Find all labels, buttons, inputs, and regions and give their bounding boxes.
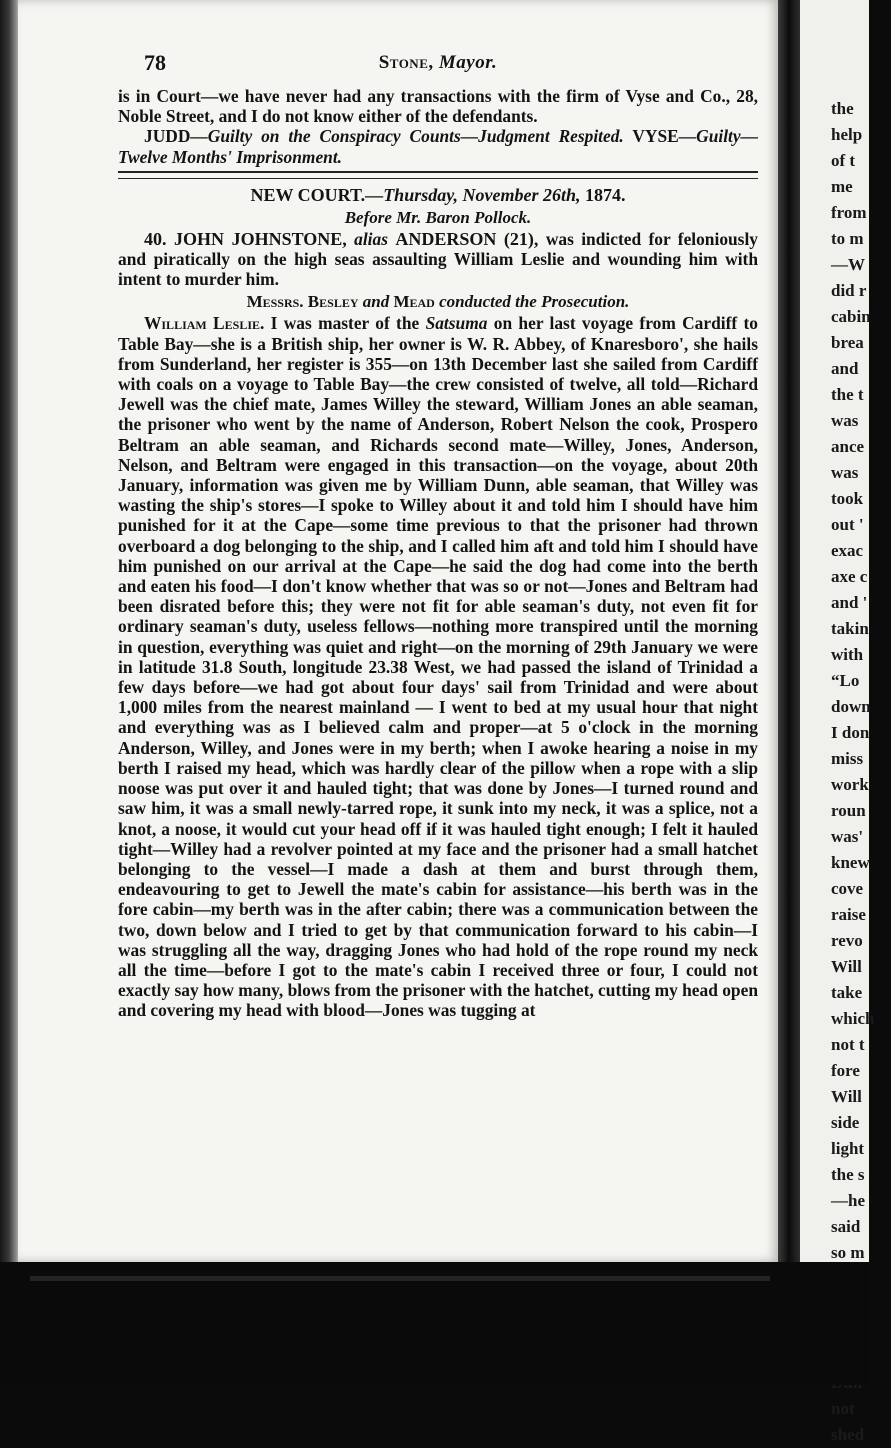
facing-page-fragment: roun	[831, 801, 866, 820]
facing-page-fragment: work	[831, 775, 869, 794]
page-fold	[30, 1276, 770, 1281]
case-alias-name: ANDERSON (21),	[395, 228, 539, 249]
counsel-name-2: Mead	[393, 292, 435, 312]
facing-page-fragment: me	[831, 177, 853, 196]
testimony-paragraph	[118, 313, 758, 1020]
judge-name: Mr. Baron Pollock.	[396, 207, 532, 227]
facing-page-fragment: brea	[831, 333, 864, 352]
facing-page-fragment: the t	[831, 385, 864, 404]
counsel-names: Messrs. Besley	[246, 292, 359, 312]
court-heading	[118, 183, 758, 207]
facing-page-fragment: the	[831, 99, 854, 118]
facing-page-fragment: knew	[831, 853, 870, 872]
running-head	[118, 50, 758, 86]
facing-page-fragment: not	[831, 1399, 855, 1418]
facing-page-fragment: took	[831, 489, 864, 508]
case-alias: alias	[354, 228, 388, 249]
facing-page-fragment: miss	[831, 749, 864, 768]
facing-page-fragment: out '	[831, 515, 864, 534]
facing-page-fragment: not t	[831, 1035, 865, 1054]
case-charge: was indicted for feloniously and piratically on the high seas assaulting William Leslie and wounding him with intent to murder him.	[118, 228, 758, 290]
page-content	[118, 50, 758, 1021]
counsel-text: conducted the Prosecution.	[439, 292, 630, 312]
facing-page-fragment: of t	[831, 151, 856, 170]
before-line	[118, 207, 758, 229]
running-title-role: Mayor.	[438, 52, 498, 73]
vyse-name: VYSE	[632, 126, 679, 147]
facing-page-fragment: Will	[831, 1087, 862, 1106]
facing-page-fragment: take	[831, 983, 863, 1002]
facing-page-fragment: so m	[831, 1243, 865, 1262]
running-title: Stone, Mayor.	[378, 52, 498, 73]
facing-page-fragment: did r	[831, 281, 867, 300]
carryover-text: is in Court—we have never had any transactions with the firm of Vyse and Co., 28, Noble Street, and I do not know either of the defendants.	[118, 86, 758, 127]
facing-page-fragment: raise	[831, 905, 866, 924]
verdict-paragraph	[118, 126, 758, 166]
facing-page-fragment: light	[831, 1139, 865, 1158]
court-date: —Thursday, November 26th,	[365, 184, 581, 205]
facing-page-fragment: and	[831, 359, 859, 378]
testimony-body: on her last voyage from Cardiff to Table Bay—she is a British ship, her owner is W. R. Abbey, of Knaresboro', she hails from Sunderland, her register is 355—on 13th December last she sailed from Cardiff with coals on a voyage to Table Bay—the crew consisted of twelve, all told—Richard Jewell was the chief mate, James Willey the steward, William Jones an able seaman, the prisoner who went by the name of Anderson, Robert Nelson the cook, Prospero Beltram an able seaman, and Richards second mate—Willey, Jones, Anderson, Nelson, and Beltram were engaged in this transaction—on the voyage, about 20th January, information was given me by William Dunn, able seaman, that Willey was wasting the ship's stores—I spoke to Willey about it and told him I should have him punished for it at the Cape—some time previous to that the prisoner had thrown overboard a dog belonging to the ship, and I called him aft and told him I should have him punished on our arrival at the Cape—he said the dog had come into the berth and eaten his food—I don't know whether that was so or not—Jones and Beltram had been disrated before this; they were not fit for able seaman's duty, not even fit for ordinary seaman's duty, useless fellows—nothing more transpired until the morning in question, everything was quiet and right—on the morning of 29th January we were in latitude 31.8 South, longitude 23.38 West, we had passed the island of Trinidad a few days before—we had got about four days' sail from Trinidad and were about 1,000 miles from the nearest mainland — I went to bed at my usual hour that night and everything was as I believed calm and proper—at 5 o'clock in the morning Anderson, Willey, and Jones were in my berth; when I awoke hearing a noise in my berth I raised my head, which was hardly clear of the pillow when a rope with a slip noose was put over it and hauled tight; that was done by Jones—I turned round and saw him, it was a small newly-tarred rope, it sunk into my neck, it was a splice, not a knot, a noose, it would cut your head off if it was hauled tight enough; I felt it hauled tight—Willey had a revolver pointed at my face and the prisoner had a small hatchet belonging to the vessel—I made a dash at them and burst through them, endeavouring to get to Jewell the mate's cabin for assistance—his berth was in the fore cabin—my berth was in the after cabin; there was a communication between the two, down below and I tried to get by that communication forward to his cabin—I was struggling all the way, dragging Jones who had hold of the rope round my neck all the time—before I got to the mate's cabin I received three or four, I could not exactly say how many, blows from the prisoner with the hatchet, cutting my head open and covering my head with blood—Jones was tugging at	[118, 313, 758, 1021]
facing-page-fragment: was	[831, 463, 859, 482]
judd-name: JUDD	[144, 126, 191, 147]
facing-page-fragment: Will	[831, 957, 862, 976]
scanner-background	[0, 1262, 869, 1385]
judd-verdict: —Guilty on the Conspiracy Counts—Judgment Respited.	[190, 126, 624, 147]
book-gutter	[778, 0, 800, 1262]
counsel-line	[118, 291, 758, 313]
facing-page-fragment: was'	[831, 827, 864, 846]
case-number-name: 40. JOHN JOHNSTONE,	[144, 228, 347, 249]
facing-page-fragment: axe c	[831, 567, 868, 586]
facing-page-fragment: to m	[831, 229, 864, 248]
facing-page-fragment: takin	[831, 619, 869, 638]
book-edge	[0, 0, 20, 1262]
facing-page-fragment: cove	[831, 879, 864, 898]
facing-page-fragment: was	[831, 411, 859, 430]
vyse-verdict: —Guilty—Twelve Months' Imprisonment.	[118, 126, 758, 167]
facing-page-fragment: “Lo	[831, 671, 860, 690]
facing-page-fragment: help	[831, 125, 863, 144]
facing-page-fragment: with	[831, 645, 864, 664]
facing-page-fragment: side	[831, 1113, 860, 1132]
facing-page-fragment: revo	[831, 931, 863, 950]
facing-page-fragment: cabin	[831, 307, 871, 326]
facing-page-fragment: said	[831, 1217, 861, 1236]
facing-page-fragment: —he	[831, 1191, 865, 1210]
right-page	[800, 0, 875, 1444]
facing-page-fragment: shed	[831, 1425, 865, 1444]
case-paragraph	[118, 229, 758, 290]
facing-page-fragment: I don	[831, 723, 870, 742]
counsel-and: and	[362, 292, 390, 312]
court-year: 1874.	[585, 184, 626, 205]
facing-page-fragment: fore	[831, 1061, 860, 1080]
page-number: 78	[144, 50, 166, 75]
facing-page-fragment: —W	[831, 255, 865, 274]
facing-page-fragment: which	[831, 1009, 875, 1028]
witness-name: William Leslie.	[144, 313, 265, 334]
court-name: NEW COURT.	[250, 184, 366, 205]
facing-page-text	[831, 96, 891, 1448]
facing-page-fragment: and '	[831, 593, 868, 612]
facing-page-fragment: exac	[831, 541, 864, 560]
ship-name: Satsuma	[425, 313, 488, 334]
section-rule	[118, 171, 758, 179]
facing-page-fragment: ance	[831, 437, 865, 456]
facing-page-fragment: the s	[831, 1165, 865, 1184]
before-label: Before	[344, 207, 392, 227]
testimony-intro: I was master of the	[270, 313, 420, 334]
facing-page-fragment: down	[831, 697, 871, 716]
facing-page-fragment: from	[831, 203, 867, 222]
running-title-name: Stone	[378, 52, 429, 73]
